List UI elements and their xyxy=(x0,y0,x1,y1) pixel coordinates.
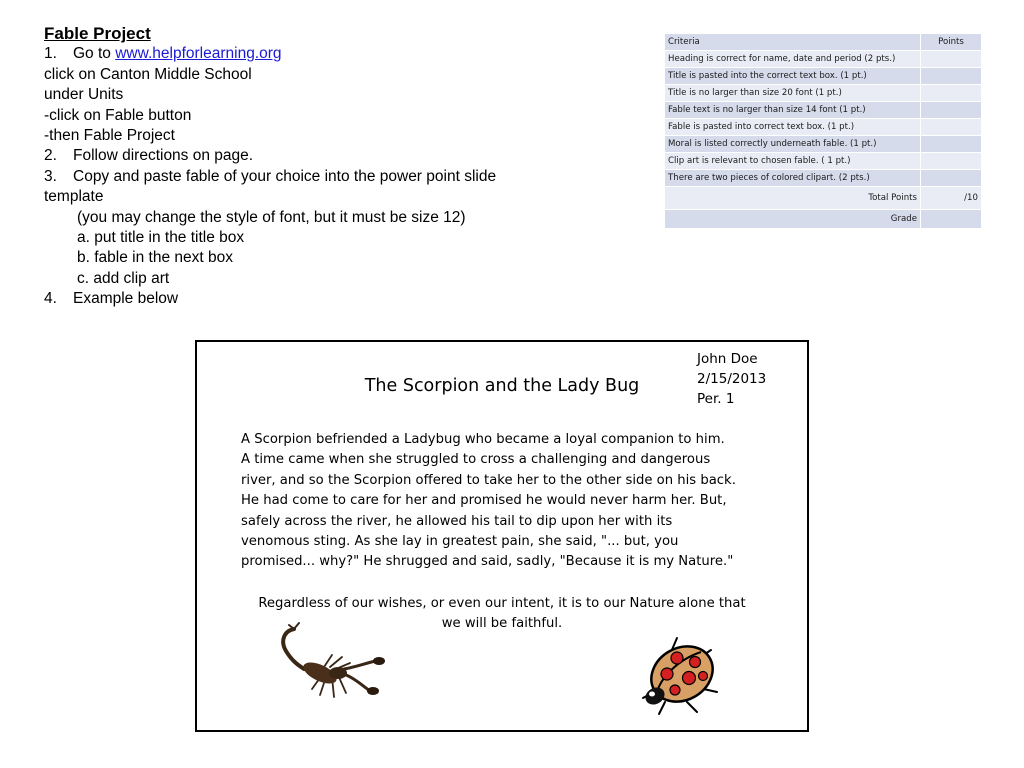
step-2-text: Follow directions on page. xyxy=(73,147,254,165)
rubric-row xyxy=(665,136,982,153)
fable-button-line: -click on Fable button xyxy=(44,106,192,124)
total-points-label: Total Points xyxy=(665,187,921,210)
step-4-text: Example below xyxy=(73,290,179,308)
student-period: Per. 1 xyxy=(697,391,735,407)
rubric-points xyxy=(921,85,982,102)
rubric-criteria: Fable text is no larger than size 14 font (1 pt.) xyxy=(665,102,921,119)
rubric-row xyxy=(665,170,982,187)
step-2-number: 2. xyxy=(44,147,57,165)
rubric-points xyxy=(921,153,982,170)
fable-title: The Scorpion and the Lady Bug xyxy=(364,376,640,396)
rubric-points xyxy=(921,170,982,187)
step-2 xyxy=(44,146,604,166)
moral-line: Regardless of our wishes, or even our intent, it is to our Nature alone that xyxy=(258,596,746,611)
scorpion-clipart xyxy=(272,617,387,712)
fable-line: A Scorpion befriended a Ladybug who became a loyal companion to him. xyxy=(241,432,725,447)
total-points-value: /10 xyxy=(921,187,982,210)
grade-value xyxy=(921,210,982,229)
grade-label: Grade xyxy=(665,210,921,229)
student-name: John Doe xyxy=(697,351,758,367)
font-note: (you may change the style of font, but it must be size 12) xyxy=(77,208,466,226)
project-title: Fable Project xyxy=(44,24,151,43)
ladybug-clipart xyxy=(637,632,727,717)
rubric-points xyxy=(921,102,982,119)
units-line: under Units xyxy=(44,86,124,104)
fable-text xyxy=(241,430,766,573)
sub-step-c: c. add clip art xyxy=(77,269,170,287)
criteria-header: Criteria xyxy=(665,34,921,51)
example-slide xyxy=(195,340,809,732)
rubric-criteria: Moral is listed correctly underneath fable. (1 pt.) xyxy=(665,136,921,153)
rubric-criteria: There are two pieces of colored clipart. (2 pts.) xyxy=(665,170,921,187)
rubric-criteria: Heading is correct for name, date and period (2 pts.) xyxy=(665,51,921,68)
rubric-row xyxy=(665,85,982,102)
instructions-block xyxy=(44,24,604,310)
fable-line: A time came when she struggled to cross a challenging and dangerous xyxy=(241,452,711,468)
fable-line: promised... why?" He shrugged and said, sadly, "Because it is my Nature." xyxy=(241,554,734,570)
rubric-points xyxy=(921,136,982,153)
fable-line: river, and so the Scorpion offered to take her to the other side on his back. xyxy=(241,472,736,488)
rubric-criteria: Clip art is relevant to chosen fable. ( 1 pt.) xyxy=(665,153,921,170)
rubric-table xyxy=(664,33,982,229)
rubric-points xyxy=(921,51,982,68)
step-3-continued: template xyxy=(44,188,104,206)
rubric-criteria: Title is no larger than size 20 font (1 pt.) xyxy=(665,85,921,102)
step-3-text: Copy and paste fable of your choice into the power point slide xyxy=(73,167,497,185)
fable-project-line: -then Fable Project xyxy=(44,127,175,145)
step-1-number: 1. xyxy=(44,45,57,63)
sub-step-a: a. put title in the title box xyxy=(77,229,245,247)
rubric-row xyxy=(665,68,982,85)
fable-line: safely across the river, he allowed his tail to dip upon her with its xyxy=(241,513,673,529)
step-1 xyxy=(44,44,604,64)
rubric-row xyxy=(665,102,982,119)
step-4-number: 4. xyxy=(44,290,57,308)
step-3 xyxy=(44,167,604,187)
fable-line: venomous sting. As she lay in greatest pain, she said, "... but, you xyxy=(241,534,679,550)
points-header: Points xyxy=(921,34,982,51)
rubric-grade-row xyxy=(665,210,982,229)
rubric-total-row xyxy=(665,187,982,210)
rubric-points xyxy=(921,119,982,136)
moral-line: we will be faithful. xyxy=(441,616,563,632)
rubric-row xyxy=(665,51,982,68)
fable-line: He had come to care for her and promised he would never harm her. But, xyxy=(241,493,727,509)
step-3-number: 3. xyxy=(44,167,57,185)
canton-line: click on Canton Middle School xyxy=(44,65,252,83)
step-1-text: Go to xyxy=(73,45,111,63)
rubric-points xyxy=(921,68,982,85)
rubric-row xyxy=(665,119,982,136)
help-for-learning-link[interactable]: www.helpforlearning.org xyxy=(115,45,282,63)
step-4 xyxy=(44,289,604,309)
student-date: 2/15/2013 xyxy=(697,371,767,387)
rubric-header-row xyxy=(665,34,982,51)
rubric-criteria: Title is pasted into the correct text box. (1 pt.) xyxy=(665,68,921,85)
rubric-row xyxy=(665,153,982,170)
rubric-criteria: Fable is pasted into correct text box. (1 pt.) xyxy=(665,119,921,136)
sub-step-b: b. fable in the next box xyxy=(77,249,233,267)
